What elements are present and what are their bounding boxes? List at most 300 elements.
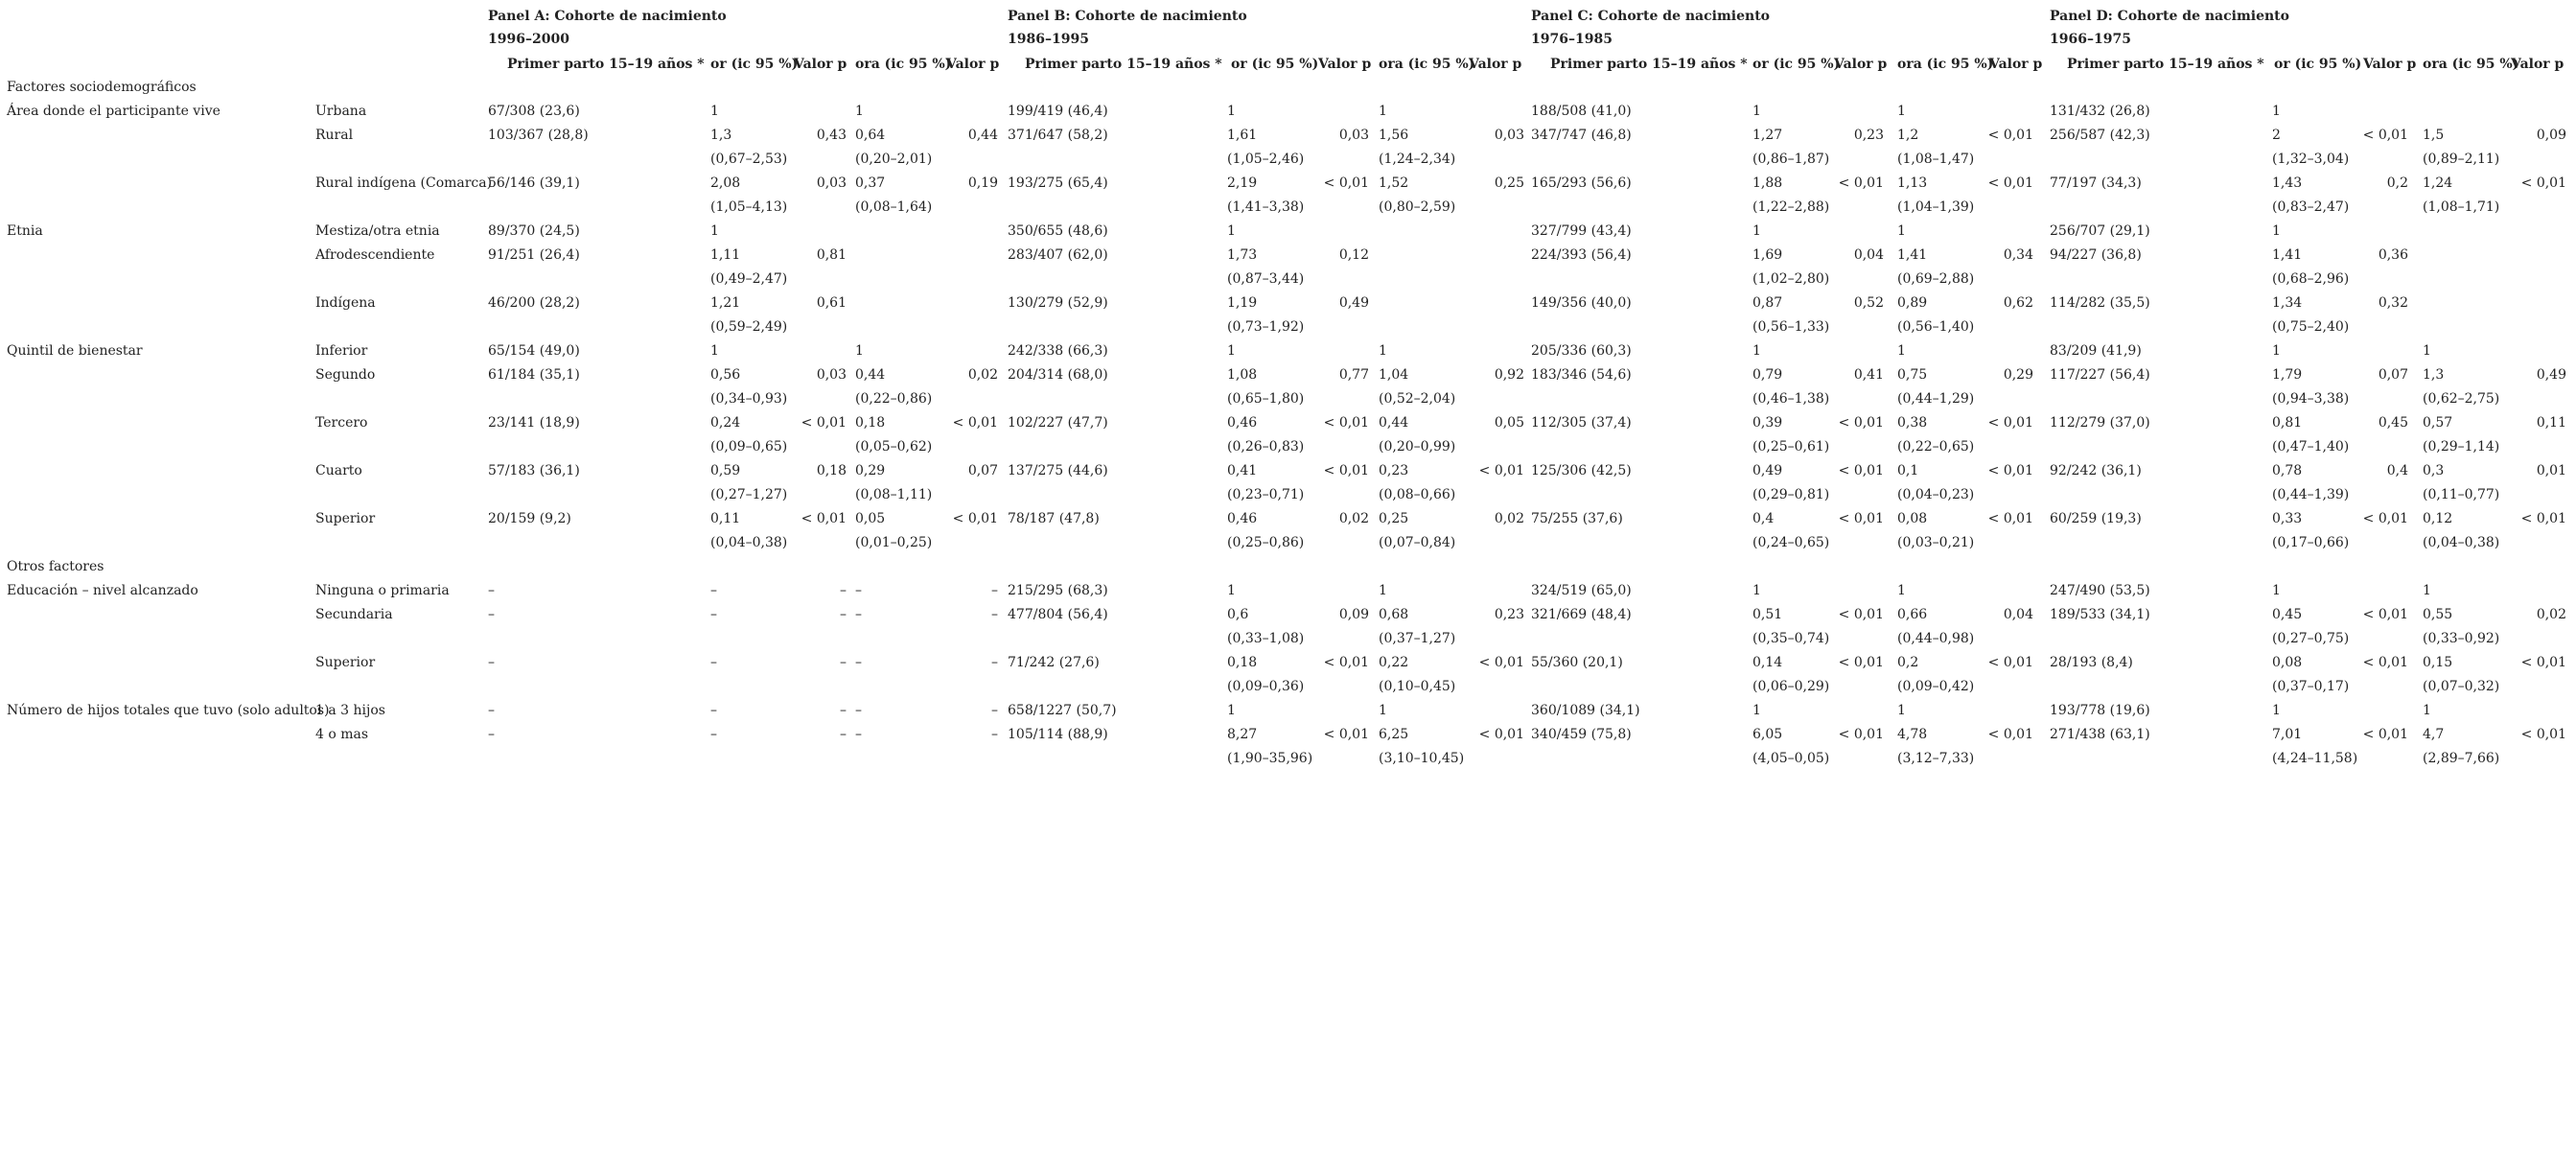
cell-ora-ci: (0,05–0,62) bbox=[855, 439, 933, 455]
cell-valor-p: – bbox=[840, 583, 847, 598]
cell-valor-p-ajustado: < 0,01 bbox=[2520, 175, 2566, 191]
cell-or: 1 bbox=[1227, 703, 1236, 718]
cell-primer-parto: 55/360 (20,1) bbox=[1531, 655, 1623, 670]
cell-or: 0,46 bbox=[1227, 415, 1258, 431]
cell-or-ci: (0,56–1,33) bbox=[1752, 319, 1830, 335]
cell-valor-p: 0,61 bbox=[816, 295, 847, 311]
cell-ora-ci: (0,44–0,98) bbox=[1897, 631, 1975, 646]
cell-or-ci: (0,17–0,66) bbox=[2272, 535, 2350, 550]
cell-or: 1,61 bbox=[1227, 128, 1258, 143]
cell-or-ci: (0,46–1,38) bbox=[1752, 391, 1830, 407]
col-header-valor-p: Valor p bbox=[2363, 57, 2417, 72]
col-header-ora: ora (ic 95 %) bbox=[2423, 57, 2519, 72]
cell-or: 0,24 bbox=[710, 415, 741, 431]
cell-ora-ci: (0,69–2,88) bbox=[1897, 271, 1975, 287]
cell-primer-parto: – bbox=[488, 607, 495, 622]
cell-valor-p-ajustado: < 0,01 bbox=[1478, 727, 1524, 742]
cell-valor-p-ajustado: 0,23 bbox=[1494, 607, 1524, 622]
cell-primer-parto: 165/293 (56,6) bbox=[1531, 175, 1632, 191]
cell-ora: – bbox=[855, 703, 862, 718]
cell-ora-ci: (1,24–2,34) bbox=[1379, 152, 1456, 167]
cell-or-ci: (0,27–1,27) bbox=[710, 487, 788, 502]
cell-ora-ci: (0,89–2,11) bbox=[2423, 152, 2500, 167]
cell-ora: 0,18 bbox=[855, 415, 886, 431]
cell-or: 0,78 bbox=[2272, 463, 2303, 478]
col-header-or: or (ic 95 %) bbox=[2274, 57, 2362, 72]
cell-or: 0,59 bbox=[710, 463, 741, 478]
col-header-ora: ora (ic 95 %) bbox=[855, 57, 952, 72]
cell-or: 1,19 bbox=[1227, 295, 1258, 311]
cell-ora-ci: (0,20–2,01) bbox=[855, 152, 933, 167]
cell-ora-ci: (3,10–10,45) bbox=[1379, 751, 1465, 766]
cell-valor-p-ajustado: 0,44 bbox=[967, 128, 998, 143]
cell-or: – bbox=[710, 583, 717, 598]
cell-valor-p: 0,52 bbox=[1853, 295, 1884, 311]
cell-ora-ci: (0,20–0,99) bbox=[1379, 439, 1456, 455]
cell-valor-p-ajustado: < 0,01 bbox=[1987, 415, 2033, 431]
cell-valor-p-ajustado: 0,25 bbox=[1494, 175, 1524, 191]
cell-or: 1 bbox=[1227, 343, 1236, 359]
cell-or: 1,69 bbox=[1752, 247, 1783, 263]
panel-title: Panel D: Cohorte de nacimiento bbox=[2050, 9, 2289, 24]
cell-ora: 0,44 bbox=[855, 367, 886, 383]
row-level-label: Segundo bbox=[315, 367, 376, 383]
cell-ora-ci: (1,04–1,39) bbox=[1897, 199, 1975, 215]
cell-valor-p-ajustado: < 0,01 bbox=[1987, 128, 2033, 143]
cell-primer-parto: 324/519 (65,0) bbox=[1531, 583, 1632, 598]
cell-primer-parto: 65/154 (49,0) bbox=[488, 343, 580, 359]
cell-or: 0,46 bbox=[1227, 511, 1258, 526]
cell-ora: 0,2 bbox=[1897, 655, 1919, 670]
cell-valor-p-ajustado: 0,03 bbox=[1494, 128, 1524, 143]
cell-valor-p-ajustado: < 0,01 bbox=[1987, 727, 2033, 742]
col-header-primer-parto: Primer parto 15–19 años * bbox=[507, 57, 705, 72]
cell-or: 1,41 bbox=[2272, 247, 2303, 263]
panel-title: Panel C: Cohorte de nacimiento bbox=[1531, 9, 1770, 24]
cell-primer-parto: 183/346 (54,6) bbox=[1531, 367, 1632, 383]
cell-or: 7,01 bbox=[2272, 727, 2303, 742]
cell-ora-ci: (0,10–0,45) bbox=[1379, 679, 1456, 694]
cell-valor-p-ajustado: 0,09 bbox=[2536, 128, 2566, 143]
cell-primer-parto: – bbox=[488, 583, 495, 598]
row-level-label: Cuarto bbox=[315, 463, 362, 478]
cell-ora: 1,56 bbox=[1379, 128, 1409, 143]
cell-primer-parto: 256/587 (42,3) bbox=[2050, 128, 2150, 143]
cell-primer-parto: 89/370 (24,5) bbox=[488, 223, 580, 239]
cell-ora: 1 bbox=[1379, 583, 1387, 598]
cell-primer-parto: 78/187 (47,8) bbox=[1008, 511, 1100, 526]
cell-ora-ci: (0,37–1,27) bbox=[1379, 631, 1456, 646]
cell-or: 0,14 bbox=[1752, 655, 1783, 670]
panel-years: 1986–1995 bbox=[1008, 32, 1089, 47]
cell-or-ci: (0,68–2,96) bbox=[2272, 271, 2350, 287]
cell-ora-ci: (0,04–0,23) bbox=[1897, 487, 1975, 502]
cell-ora: 0,12 bbox=[2423, 511, 2453, 526]
factor-label: Quintil de bienestar bbox=[7, 343, 143, 359]
cell-or: 1 bbox=[710, 104, 719, 119]
cell-primer-parto: 28/193 (8,4) bbox=[2050, 655, 2133, 670]
row-level-label: Ninguna o primaria bbox=[315, 583, 450, 598]
cell-or-ci: (0,87–3,44) bbox=[1227, 271, 1305, 287]
cell-or-ci: (0,73–1,92) bbox=[1227, 319, 1305, 335]
cell-valor-p-ajustado: < 0,01 bbox=[1987, 511, 2033, 526]
cell-valor-p-ajustado: – bbox=[991, 703, 998, 718]
cell-ora: 0,38 bbox=[1897, 415, 1928, 431]
cell-primer-parto: 340/459 (75,8) bbox=[1531, 727, 1632, 742]
cell-primer-parto: 256/707 (29,1) bbox=[2050, 223, 2150, 239]
cell-or-ci: (0,59–2,49) bbox=[710, 319, 788, 335]
cell-or-ci: (0,24–0,65) bbox=[1752, 535, 1830, 550]
cell-valor-p-ajustado: < 0,01 bbox=[2520, 727, 2566, 742]
cell-ora-ci: (0,22–0,65) bbox=[1897, 439, 1975, 455]
cell-or-ci: (0,65–1,80) bbox=[1227, 391, 1305, 407]
cell-valor-p-ajustado: < 0,01 bbox=[1987, 655, 2033, 670]
cell-valor-p-ajustado: 0,07 bbox=[967, 463, 998, 478]
cell-valor-p: 0,04 bbox=[1853, 247, 1884, 263]
cell-primer-parto: 350/655 (48,6) bbox=[1008, 223, 1108, 239]
cell-ora-ci: (0,01–0,25) bbox=[855, 535, 933, 550]
cell-valor-p: 0,77 bbox=[1338, 367, 1369, 383]
cell-valor-p: 0,81 bbox=[816, 247, 847, 263]
row-level-label: 4 o mas bbox=[315, 727, 369, 742]
cell-ora: – bbox=[855, 727, 862, 742]
cell-or-ci: (0,49–2,47) bbox=[710, 271, 788, 287]
cell-primer-parto: 103/367 (28,8) bbox=[488, 128, 589, 143]
row-level-label: Superior bbox=[315, 511, 376, 526]
cell-or: 1,3 bbox=[710, 128, 732, 143]
cell-primer-parto: 46/200 (28,2) bbox=[488, 295, 580, 311]
cell-valor-p: 0,23 bbox=[1853, 128, 1884, 143]
cell-or: 1 bbox=[1752, 104, 1761, 119]
cell-primer-parto: 360/1089 (34,1) bbox=[1531, 703, 1640, 718]
cell-or: 1,08 bbox=[1227, 367, 1258, 383]
cell-valor-p: 0,09 bbox=[1338, 607, 1369, 622]
cell-ora-ci: (0,04–0,38) bbox=[2423, 535, 2500, 550]
cell-valor-p: 0,12 bbox=[1338, 247, 1369, 263]
cell-ora: 1,04 bbox=[1379, 367, 1409, 383]
cell-valor-p-ajustado: 0,02 bbox=[1494, 511, 1524, 526]
cell-or: 0,4 bbox=[1752, 511, 1775, 526]
cell-valor-p: < 0,01 bbox=[2362, 655, 2408, 670]
cell-or-ci: (0,23–0,71) bbox=[1227, 487, 1305, 502]
cell-ora-ci: (0,80–2,59) bbox=[1379, 199, 1456, 215]
col-header-primer-parto: Primer parto 15–19 años * bbox=[1550, 57, 1748, 72]
cell-ora: 1,41 bbox=[1897, 247, 1928, 263]
cell-ora-ci: (0,44–1,29) bbox=[1897, 391, 1975, 407]
cell-ora-ci: (0,11–0,77) bbox=[2423, 487, 2500, 502]
cell-or: 0,41 bbox=[1227, 463, 1258, 478]
cell-ora: 1,5 bbox=[2423, 128, 2445, 143]
cell-ora-ci: (0,22–0,86) bbox=[855, 391, 933, 407]
cell-valor-p: 0,02 bbox=[1338, 511, 1369, 526]
cell-ora-ci: (0,07–0,32) bbox=[2423, 679, 2500, 694]
cell-ora: 1,13 bbox=[1897, 175, 1928, 191]
cell-primer-parto: 60/259 (19,3) bbox=[2050, 511, 2142, 526]
col-header-or: or (ic 95 %) bbox=[1752, 57, 1841, 72]
cell-primer-parto: 91/251 (26,4) bbox=[488, 247, 580, 263]
factor-label: Área donde el participante vive bbox=[7, 104, 220, 119]
cell-primer-parto: 247/490 (53,5) bbox=[2050, 583, 2150, 598]
cell-valor-p-ajustado: – bbox=[991, 607, 998, 622]
cell-valor-p-ajustado: < 0,01 bbox=[952, 511, 998, 526]
col-header-valor-p: Valor p bbox=[1318, 57, 1372, 72]
cell-or: 1 bbox=[1227, 583, 1236, 598]
cell-ora: 0,44 bbox=[1379, 415, 1409, 431]
cell-or: 1,21 bbox=[710, 295, 741, 311]
cell-ora: 0,68 bbox=[1379, 607, 1409, 622]
cell-primer-parto: 61/184 (35,1) bbox=[488, 367, 580, 383]
cell-ora: – bbox=[855, 655, 862, 670]
cell-ora: 4,7 bbox=[2423, 727, 2445, 742]
cell-primer-parto: 92/242 (36,1) bbox=[2050, 463, 2142, 478]
cell-primer-parto: 371/647 (58,2) bbox=[1008, 128, 1108, 143]
cell-or: 0,45 bbox=[2272, 607, 2303, 622]
cell-valor-p: – bbox=[840, 727, 847, 742]
cell-or: 0,39 bbox=[1752, 415, 1783, 431]
cell-ora: 6,25 bbox=[1379, 727, 1409, 742]
cell-or: 1 bbox=[1752, 703, 1761, 718]
cell-primer-parto: 125/306 (42,5) bbox=[1531, 463, 1632, 478]
cell-ora: 1 bbox=[1897, 104, 1906, 119]
cell-ora: 0,57 bbox=[2423, 415, 2453, 431]
cell-or: 0,87 bbox=[1752, 295, 1783, 311]
cell-ora: 1 bbox=[1897, 343, 1906, 359]
cell-or: – bbox=[710, 655, 717, 670]
cell-valor-p-ajustado: 0,92 bbox=[1494, 367, 1524, 383]
cell-or-ci: (0,09–0,36) bbox=[1227, 679, 1305, 694]
cell-or-ci: (0,75–2,40) bbox=[2272, 319, 2350, 335]
cell-valor-p: – bbox=[840, 655, 847, 670]
cell-or: 1 bbox=[2272, 223, 2281, 239]
factor-label: Educación – nivel alcanzado bbox=[7, 583, 198, 598]
panel-years: 1996–2000 bbox=[488, 32, 569, 47]
row-level-label: Superior bbox=[315, 655, 376, 670]
cell-or-ci: (1,22–2,88) bbox=[1752, 199, 1830, 215]
cell-valor-p: 0,49 bbox=[1338, 295, 1369, 311]
cell-or-ci: (1,41–3,38) bbox=[1227, 199, 1305, 215]
cell-ora: 0,25 bbox=[1379, 511, 1409, 526]
cell-or: 1,27 bbox=[1752, 128, 1783, 143]
cell-primer-parto: – bbox=[488, 727, 495, 742]
cell-valor-p: 0,03 bbox=[816, 175, 847, 191]
cell-ora-ci: (0,56–1,40) bbox=[1897, 319, 1975, 335]
cell-or-ci: (1,05–4,13) bbox=[710, 199, 788, 215]
cell-valor-p: < 0,01 bbox=[1323, 655, 1369, 670]
cell-ora: 1,3 bbox=[2423, 367, 2445, 383]
factor-label: Número de hijos totales que tuvo (solo adultos) bbox=[7, 703, 330, 718]
cell-or: 1,73 bbox=[1227, 247, 1258, 263]
cell-or-ci: (0,83–2,47) bbox=[2272, 199, 2350, 215]
cell-or: 1 bbox=[710, 343, 719, 359]
cell-valor-p: < 0,01 bbox=[2362, 128, 2408, 143]
cell-valor-p: < 0,01 bbox=[1838, 655, 1884, 670]
factor-label: Etnia bbox=[7, 223, 43, 239]
cell-primer-parto: 131/432 (26,8) bbox=[2050, 104, 2150, 119]
cell-ora: 1 bbox=[1379, 104, 1387, 119]
col-header-valor-p: Valor p bbox=[1469, 57, 1522, 72]
row-level-label: Secundaria bbox=[315, 607, 393, 622]
cell-ora: 1 bbox=[1379, 703, 1387, 718]
cell-ora: 4,78 bbox=[1897, 727, 1928, 742]
cell-ora-ci: (1,08–1,47) bbox=[1897, 152, 1975, 167]
cell-or: 0,33 bbox=[2272, 511, 2303, 526]
cell-primer-parto: 112/279 (37,0) bbox=[2050, 415, 2150, 431]
cell-or: 0,51 bbox=[1752, 607, 1783, 622]
section-label: Otros factores bbox=[7, 559, 104, 574]
cell-valor-p-ajustado: 0,02 bbox=[2536, 607, 2566, 622]
cell-valor-p: 0,07 bbox=[2378, 367, 2408, 383]
cell-valor-p: 0,41 bbox=[1853, 367, 1884, 383]
cell-valor-p: < 0,01 bbox=[2362, 727, 2408, 742]
cell-valor-p-ajustado: < 0,01 bbox=[2520, 511, 2566, 526]
cell-ora: 1,24 bbox=[2423, 175, 2453, 191]
cell-ora: 1,2 bbox=[1897, 128, 1919, 143]
cell-or: 2,08 bbox=[710, 175, 741, 191]
cell-primer-parto: 83/209 (41,9) bbox=[2050, 343, 2142, 359]
cell-primer-parto: 347/747 (46,8) bbox=[1531, 128, 1632, 143]
cell-primer-parto: 20/159 (9,2) bbox=[488, 511, 571, 526]
cell-ora: 0,1 bbox=[1897, 463, 1919, 478]
cell-or: 1,34 bbox=[2272, 295, 2303, 311]
cell-or-ci: (0,06–0,29) bbox=[1752, 679, 1830, 694]
cell-ora: 0,23 bbox=[1379, 463, 1409, 478]
cell-valor-p-ajustado: 0,62 bbox=[2003, 295, 2033, 311]
cell-valor-p: < 0,01 bbox=[1323, 463, 1369, 478]
cell-ora: 0,64 bbox=[855, 128, 886, 143]
cell-primer-parto: 658/1227 (50,7) bbox=[1008, 703, 1117, 718]
cell-or-ci: (0,25–0,61) bbox=[1752, 439, 1830, 455]
cell-or: 0,49 bbox=[1752, 463, 1783, 478]
cell-ora: 0,75 bbox=[1897, 367, 1928, 383]
cell-ora: 1 bbox=[2423, 583, 2431, 598]
cell-primer-parto: 205/336 (60,3) bbox=[1531, 343, 1632, 359]
cell-or: 0,81 bbox=[2272, 415, 2303, 431]
cell-valor-p-ajustado: 0,49 bbox=[2536, 367, 2566, 383]
row-level-label: Inferior bbox=[315, 343, 368, 359]
row-level-label: Tercero bbox=[315, 415, 368, 431]
cell-or: 1 bbox=[1227, 104, 1236, 119]
cell-or: 1 bbox=[2272, 703, 2281, 718]
cell-ora: 0,05 bbox=[855, 511, 886, 526]
cell-or: 2 bbox=[2272, 128, 2281, 143]
cell-valor-p: < 0,01 bbox=[1838, 463, 1884, 478]
cell-or-ci: (0,04–0,38) bbox=[710, 535, 788, 550]
cell-or-ci: (0,47–1,40) bbox=[2272, 439, 2350, 455]
cell-primer-parto: – bbox=[488, 655, 495, 670]
cell-ora-ci: (0,08–1,64) bbox=[855, 199, 933, 215]
cell-primer-parto: 114/282 (35,5) bbox=[2050, 295, 2150, 311]
cell-ora-ci: (2,89–7,66) bbox=[2423, 751, 2500, 766]
cell-valor-p-ajustado: < 0,01 bbox=[1478, 655, 1524, 670]
col-header-or: or (ic 95 %) bbox=[1231, 57, 1319, 72]
cell-or-ci: (1,05–2,46) bbox=[1227, 152, 1305, 167]
cell-valor-p-ajustado: < 0,01 bbox=[1987, 463, 2033, 478]
cell-ora: 1 bbox=[1897, 583, 1906, 598]
cell-valor-p-ajustado: < 0,01 bbox=[1987, 175, 2033, 191]
cell-ora: 1 bbox=[1897, 223, 1906, 239]
cell-or-ci: (1,02–2,80) bbox=[1752, 271, 1830, 287]
cell-or-ci: (0,29–0,81) bbox=[1752, 487, 1830, 502]
cell-or-ci: (0,86–1,87) bbox=[1752, 152, 1830, 167]
col-header-valor-p: Valor p bbox=[1834, 57, 1888, 72]
cell-primer-parto: 137/275 (44,6) bbox=[1008, 463, 1108, 478]
cell-primer-parto: 199/419 (46,4) bbox=[1008, 104, 1108, 119]
cell-valor-p: < 0,01 bbox=[1838, 415, 1884, 431]
cell-primer-parto: 188/508 (41,0) bbox=[1531, 104, 1632, 119]
cell-ora-ci: (0,09–0,42) bbox=[1897, 679, 1975, 694]
panel-title: Panel A: Cohorte de nacimiento bbox=[488, 9, 727, 24]
cell-or-ci: (0,25–0,86) bbox=[1227, 535, 1305, 550]
cell-primer-parto: 94/227 (36,8) bbox=[2050, 247, 2142, 263]
cell-primer-parto: – bbox=[488, 703, 495, 718]
cell-or-ci: (0,09–0,65) bbox=[710, 439, 788, 455]
cell-valor-p: < 0,01 bbox=[801, 511, 847, 526]
cell-valor-p: 0,03 bbox=[1338, 128, 1369, 143]
cell-ora-ci: (0,33–0,92) bbox=[2423, 631, 2500, 646]
cell-valor-p: < 0,01 bbox=[1323, 175, 1369, 191]
cell-primer-parto: 130/279 (52,9) bbox=[1008, 295, 1108, 311]
cell-ora: 1 bbox=[1379, 343, 1387, 359]
panel-years: 1976–1985 bbox=[1531, 32, 1613, 47]
cell-ora-ci: (0,03–0,21) bbox=[1897, 535, 1975, 550]
cell-ora: 1 bbox=[855, 343, 864, 359]
cell-ora-ci: (1,08–1,71) bbox=[2423, 199, 2500, 215]
panel-years: 1966–1975 bbox=[2050, 32, 2131, 47]
cell-primer-parto: 23/141 (18,9) bbox=[488, 415, 580, 431]
cell-or: 1,43 bbox=[2272, 175, 2303, 191]
col-header-valor-p: Valor p bbox=[946, 57, 1000, 72]
cell-primer-parto: 242/338 (66,3) bbox=[1008, 343, 1108, 359]
cell-valor-p-ajustado: < 0,01 bbox=[1478, 463, 1524, 478]
col-header-valor-p: Valor p bbox=[2511, 57, 2564, 72]
cell-ora: – bbox=[855, 583, 862, 598]
cell-or: 1 bbox=[1227, 223, 1236, 239]
cell-or: 1,79 bbox=[2272, 367, 2303, 383]
cell-valor-p-ajustado: 0,05 bbox=[1494, 415, 1524, 431]
cell-or-ci: (0,26–0,83) bbox=[1227, 439, 1305, 455]
cell-valor-p-ajustado: 0,11 bbox=[2536, 415, 2566, 431]
cell-valor-p: 0,45 bbox=[2378, 415, 2408, 431]
cell-primer-parto: 112/305 (37,4) bbox=[1531, 415, 1632, 431]
cell-ora: 0,66 bbox=[1897, 607, 1928, 622]
row-level-label: 1 a 3 hijos bbox=[315, 703, 385, 718]
cell-ora: 0,3 bbox=[2423, 463, 2445, 478]
cell-ora: 1,52 bbox=[1379, 175, 1409, 191]
cell-primer-parto: 321/669 (48,4) bbox=[1531, 607, 1632, 622]
cell-ora-ci: (0,52–2,04) bbox=[1379, 391, 1456, 407]
cell-primer-parto: 149/356 (40,0) bbox=[1531, 295, 1632, 311]
cell-primer-parto: 215/295 (68,3) bbox=[1008, 583, 1108, 598]
col-header-or: or (ic 95 %) bbox=[710, 57, 799, 72]
cell-or-ci: (0,35–0,74) bbox=[1752, 631, 1830, 646]
cell-or: 2,19 bbox=[1227, 175, 1258, 191]
cell-valor-p: 0,4 bbox=[2386, 463, 2408, 478]
cell-or: – bbox=[710, 703, 717, 718]
cell-ora-ci: (3,12–7,33) bbox=[1897, 751, 1975, 766]
cell-or: 1 bbox=[2272, 583, 2281, 598]
cell-or: 1 bbox=[2272, 343, 2281, 359]
cell-or-ci: (0,67–2,53) bbox=[710, 152, 788, 167]
row-level-label: Rural bbox=[315, 128, 354, 143]
cell-or: 1 bbox=[2272, 104, 2281, 119]
cell-valor-p: < 0,01 bbox=[1838, 175, 1884, 191]
cell-or: 8,27 bbox=[1227, 727, 1258, 742]
cell-or-ci: (0,37–0,17) bbox=[2272, 679, 2350, 694]
cell-ora: 0,22 bbox=[1379, 655, 1409, 670]
cell-primer-parto: 75/255 (37,6) bbox=[1531, 511, 1623, 526]
cell-or: 1 bbox=[710, 223, 719, 239]
cell-ora: 1 bbox=[2423, 343, 2431, 359]
